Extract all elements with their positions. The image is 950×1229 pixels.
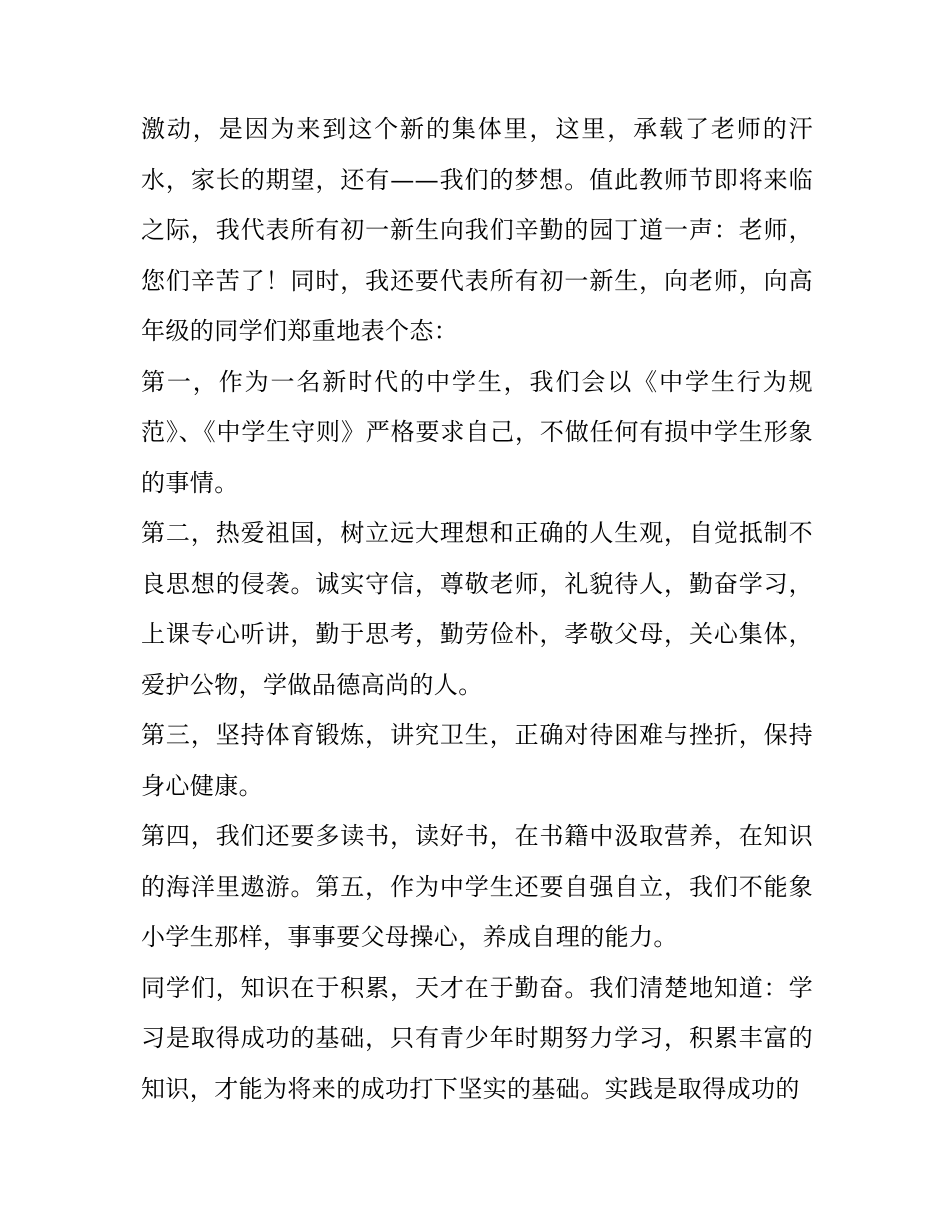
paragraph-closing: 同学们，知识在于积累，天才在于勤奋。我们清楚地知道：学习是取得成功的基础，只有青少年时期努力学习，积累丰富的知识，才能为将来的成功打下坚实的基础。实践是取得成功的 <box>141 973 813 1103</box>
document-page <box>141 104 813 1114</box>
paragraph-first-pledge: 第一，作为一名新时代的中学生，我们会以《中学生行为规范》、《中学生守则》严格要求自己，不做任何有损中学生形象的事情。 <box>141 367 813 497</box>
paragraph-third-pledge: 第三，坚持体育锻炼，讲究卫生，正确对待困难与挫折，保持身心健康。 <box>141 721 813 800</box>
paragraph-second-pledge: 第二，热爱祖国，树立远大理想和正确的人生观，自觉抵制不良思想的侵袭。诚实守信，尊敬老师，礼貌待人，勤奋学习，上课专心听讲，勤于思考，勤劳俭朴，孝敬父母，关心集体，爱护公物，学做品德高尚的人。 <box>141 519 813 699</box>
paragraph-intro: 激动，是因为来到这个新的集体里，这里，承载了老师的汗水，家长的期望，还有——我们的梦想。值此教师节即将来临之际，我代表所有初一新生向我们辛勤的园丁道一声：老师，您们辛苦了！同时，我还要代表所有初一新生，向老师，向高年级的同学们郑重地表个态： <box>141 115 813 345</box>
paragraph-fourth-fifth-pledge: 第四，我们还要多读书，读好书，在书籍中汲取营养，在知识的海洋里遨游。第五，作为中学生还要自强自立，我们不能象小学生那样，事事要父母操心，养成自理的能力。 <box>141 822 813 951</box>
